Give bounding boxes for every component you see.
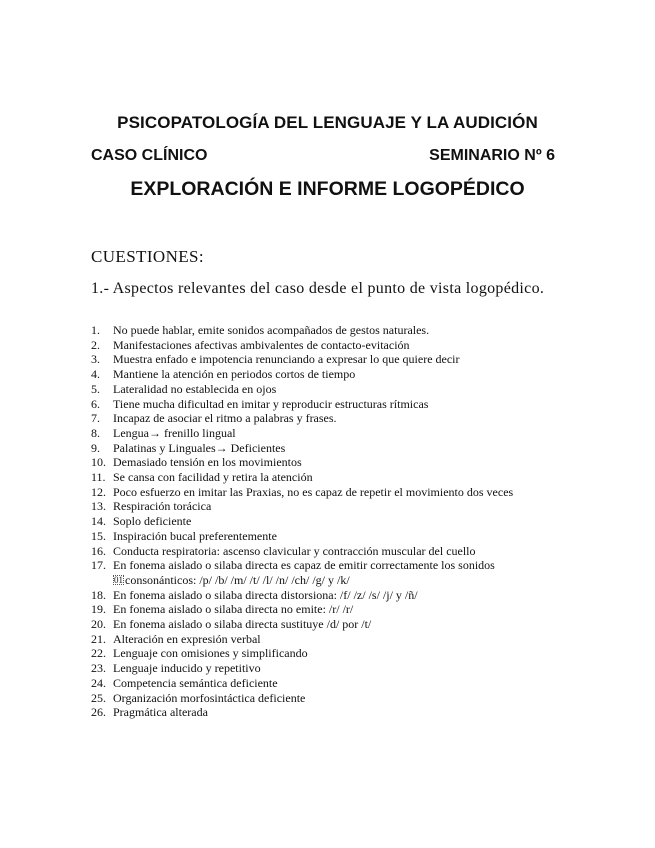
list-item bbox=[91, 411, 561, 426]
list-item bbox=[91, 338, 561, 353]
list-item bbox=[91, 470, 561, 485]
item-text: Soplo deficiente bbox=[113, 514, 192, 529]
list-item bbox=[91, 602, 561, 617]
question-text: 1.- Aspectos relevantes del caso desde el punto de vista logopédico. bbox=[91, 280, 545, 297]
item-number: 18. bbox=[91, 587, 106, 602]
list-item bbox=[91, 529, 561, 544]
document-title: PSICOPATOLOGÍA DEL LENGUAJE Y LA AUDICIÓN bbox=[117, 113, 538, 132]
list-item bbox=[91, 705, 561, 720]
item-text: Se cansa con facilidad y retira la atención bbox=[113, 470, 313, 485]
list-item bbox=[91, 382, 561, 397]
findings-list bbox=[91, 323, 561, 720]
item-number: 25. bbox=[91, 690, 106, 705]
item-text: Organización morfosintáctica deficiente bbox=[113, 690, 306, 705]
item-number: 4. bbox=[91, 367, 100, 382]
list-item bbox=[91, 544, 561, 559]
list-item bbox=[91, 323, 561, 338]
item-number: 23. bbox=[91, 661, 106, 676]
item-number: 21. bbox=[91, 631, 106, 646]
item-number: 7. bbox=[91, 411, 100, 426]
section-heading: CUESTIONES: bbox=[91, 247, 205, 266]
document-subtitle: EXPLORACIÓN E INFORME LOGOPÉDICO bbox=[130, 178, 525, 200]
item-number: 20. bbox=[91, 617, 106, 632]
item-number: 17. bbox=[91, 558, 106, 573]
item-text: Lengua→ frenillo lingual bbox=[113, 425, 236, 440]
item-text: No puede hablar, emite sonidos acompañados de gestos naturales. bbox=[113, 323, 430, 337]
list-item bbox=[91, 441, 561, 456]
item-text: Tiene mucha dificultad en imitar y reproducir estructuras rítmicas bbox=[113, 396, 429, 411]
list-item bbox=[91, 588, 561, 603]
item-text: Inspiración bucal preferentemente bbox=[113, 528, 277, 543]
list-item bbox=[91, 352, 561, 367]
list-item bbox=[91, 558, 561, 587]
item-text: Poco esfuerzo en imitar las Praxias, no es capaz de repetir el movimiento dos veces bbox=[113, 484, 514, 499]
item-text: Incapaz de asociar el ritmo a palabras y frases. bbox=[113, 411, 337, 426]
item-text: En fonema aislado o silaba directa distorsiona: /f/ /z/ /s/ /j/ y /ñ/ bbox=[113, 587, 418, 602]
symbol-mark: 01 bbox=[114, 574, 123, 585]
list-item bbox=[91, 646, 561, 661]
item-text: En fonema aislado o silaba directa sustituye /d/ por /t/ bbox=[113, 617, 372, 632]
item-number: 10. bbox=[91, 455, 106, 470]
item-text: Palatinas y Linguales→ Deficientes bbox=[113, 440, 286, 455]
item-number: 13. bbox=[91, 499, 106, 514]
list-item bbox=[91, 426, 561, 441]
item-number: 12. bbox=[91, 484, 106, 499]
item-text: En fonema aislado o silaba directa es capaz de emitir correctamente los sonidos bbox=[113, 558, 495, 573]
item-text: Mantiene la atención en periodos cortos de tiempo bbox=[113, 367, 356, 382]
item-number: 15. bbox=[91, 528, 106, 543]
list-item bbox=[91, 676, 561, 691]
item-number: 1. bbox=[91, 323, 100, 337]
item-number: 22. bbox=[91, 646, 106, 661]
item-text: Manifestaciones afectivas ambivalentes de contacto-evitación bbox=[113, 337, 410, 352]
item-number: 5. bbox=[91, 381, 100, 396]
item-text: Alteración en expresión verbal bbox=[113, 631, 261, 646]
list-item bbox=[91, 691, 561, 706]
item-text: Pragmática alterada bbox=[113, 705, 208, 720]
list-item bbox=[91, 617, 561, 632]
item-text: Conducta respiratoria: ascenso clavicular y contracción muscular del cuello bbox=[113, 543, 476, 558]
item-number: 8. bbox=[91, 425, 100, 440]
item-number: 2. bbox=[91, 337, 100, 352]
item-text: Competencia semántica deficiente bbox=[113, 675, 278, 690]
list-item bbox=[91, 514, 561, 529]
item-number: 19. bbox=[91, 602, 106, 617]
item-text: Lenguaje con omisiones y simplificando bbox=[113, 646, 308, 661]
list-item bbox=[91, 661, 561, 676]
list-item bbox=[91, 632, 561, 647]
item-text-continued: consonánticos: /p/ /b/ /m/ /t/ /l/ /n/ /ch/ /g/ y /k/ bbox=[125, 572, 350, 587]
item-text: Lenguaje inducido y repetitivo bbox=[113, 661, 261, 676]
item-number: 26. bbox=[91, 705, 106, 720]
item-number: 24. bbox=[91, 675, 106, 690]
list-item bbox=[91, 485, 561, 500]
item-text: Demasiado tensión en los movimientos bbox=[113, 455, 302, 470]
item-text: Muestra enfado e impotencia renunciando a expresar lo que quiere decir bbox=[113, 352, 460, 367]
list-item bbox=[91, 397, 561, 412]
item-number: 16. bbox=[91, 543, 106, 558]
item-text: En fonema aislado o silaba directa no emite: /r/ /r/ bbox=[113, 602, 354, 617]
item-text: Respiración torácica bbox=[113, 499, 212, 514]
item-number: 6. bbox=[91, 396, 100, 411]
list-item bbox=[91, 455, 561, 470]
item-number: 11. bbox=[91, 470, 106, 485]
item-number: 3. bbox=[91, 352, 100, 367]
list-item bbox=[91, 499, 561, 514]
item-number: 9. bbox=[91, 440, 100, 455]
item-text: Lateralidad no establecida en ojos bbox=[113, 381, 277, 396]
list-item bbox=[91, 367, 561, 382]
case-label: CASO CLÍNICO bbox=[91, 147, 208, 164]
seminar-label: SEMINARIO Nº 6 bbox=[429, 147, 555, 164]
item-number: 14. bbox=[91, 514, 106, 529]
